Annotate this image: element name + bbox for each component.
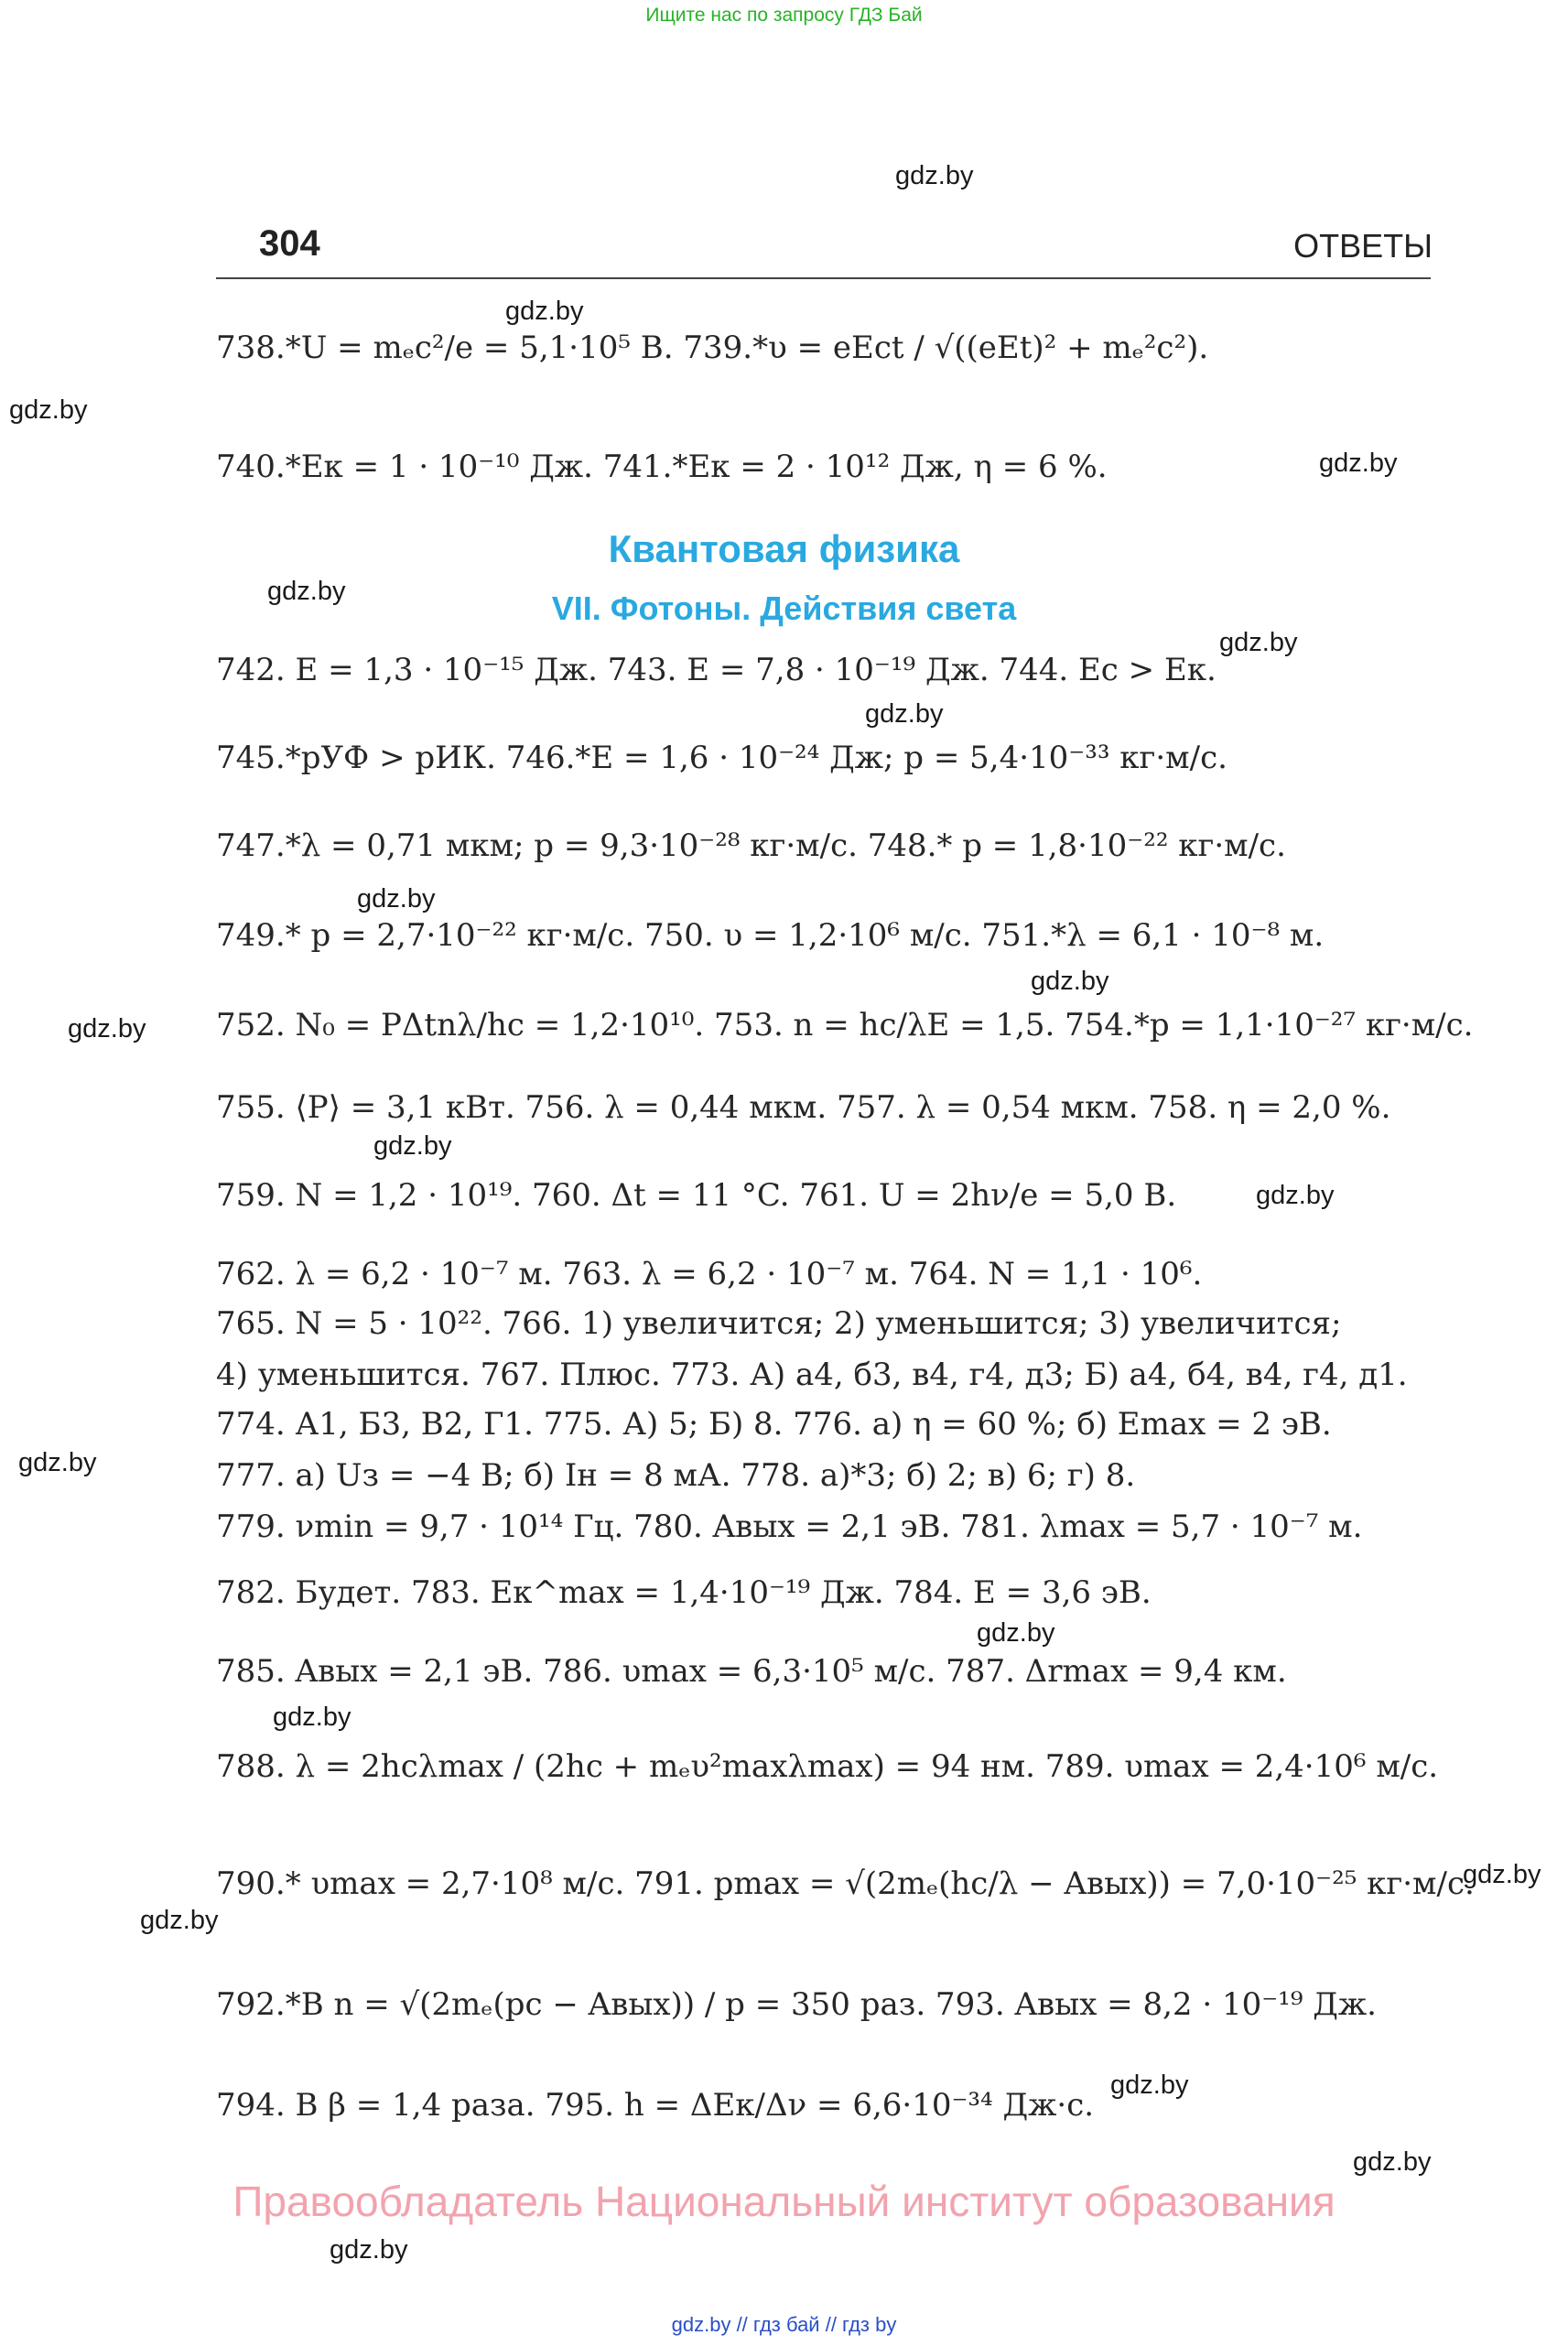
- answer-line: 762. λ = 6,2 · 10⁻⁷ м. 763. λ = 6,2 · 10⁻⁷ м. 764. N = 1,1 · 10⁶.: [216, 1256, 1203, 1292]
- answer-line: 785. Aвых = 2,1 эВ. 786. υmax = 6,3·10⁵ м/с. 787. Δrmax = 9,4 км.: [216, 1653, 1287, 1690]
- answer-line: 738.*U = mₑc²/e = 5,1·10⁵ В. 739.*υ = eEct / √((eEt)² + mₑ²c²).: [216, 330, 1209, 366]
- watermark: gdz.by: [9, 395, 88, 425]
- section-subtitle: VII. Фотоны. Действия света: [551, 589, 1017, 627]
- watermark: gdz.by: [1256, 1181, 1335, 1210]
- watermark: gdz.by: [1110, 2070, 1189, 2100]
- answer-line: 4) уменьшится. 767. Плюс. 773. А) а4, б3, в4, г4, д3; Б) а4, б4, в4, г4, д1.: [216, 1357, 1408, 1393]
- watermark: gdz.by: [1463, 1860, 1541, 1889]
- header-divider: [216, 277, 1431, 279]
- page-number: 304: [259, 223, 320, 264]
- answer-line: 747.*λ = 0,71 мкм; p = 9,3·10⁻²⁸ кг·м/с. 748.* p = 1,8·10⁻²² кг·м/с.: [216, 827, 1286, 864]
- answer-line: 752. N₀ = PΔtnλ/hc = 1,2·10¹⁰. 753. n = hc/λE = 1,5. 754.*p = 1,1·10⁻²⁷ кг·м/с.: [216, 1007, 1474, 1043]
- answer-line: 774. А1, Б3, В2, Г1. 775. А) 5; Б) 8. 776. а) η = 60 %; б) Emax = 2 эВ.: [216, 1406, 1332, 1443]
- footer-links[interactable]: gdz.by // гдз бай // гдз by: [671, 2313, 897, 2336]
- watermark: gdz.by: [330, 2235, 408, 2265]
- watermark: gdz.by: [865, 699, 944, 729]
- answer-line: 792.*В n = √(2mₑ(pc − Aвых)) / p = 350 раз. 793. Aвых = 8,2 · 10⁻¹⁹ Дж.: [216, 1986, 1377, 2023]
- watermark: gdz.by: [140, 1906, 219, 1935]
- watermark: gdz.by: [1319, 449, 1398, 478]
- answer-line: 759. N = 1,2 · 10¹⁹. 760. Δt = 11 °C. 761. U = 2hν/e = 5,0 В.: [216, 1177, 1177, 1214]
- answer-line: 782. Будет. 783. Eк^max = 1,4·10⁻¹⁹ Дж. 784. E = 3,6 эВ.: [216, 1574, 1152, 1611]
- answer-line: 755. ⟨P⟩ = 3,1 кВт. 756. λ = 0,44 мкм. 757. λ = 0,54 мкм. 758. η = 2,0 %.: [216, 1089, 1391, 1126]
- answer-line: 745.*pУФ > pИК. 746.*E = 1,6 · 10⁻²⁴ Дж; p = 5,4·10⁻³³ кг·м/с.: [216, 740, 1227, 776]
- answer-line: 790.* υmax = 2,7·10⁸ м/с. 791. pmax = √(2mₑ(hc/λ − Aвых)) = 7,0·10⁻²⁵ кг·м/с.: [216, 1865, 1475, 1902]
- answer-line: 779. νmin = 9,7 · 10¹⁴ Гц. 780. Aвых = 2,1 эВ. 781. λmax = 5,7 · 10⁻⁷ м.: [216, 1508, 1363, 1545]
- watermark: gdz.by: [1219, 628, 1298, 657]
- answer-line: 765. N = 5 · 10²². 766. 1) увеличится; 2) уменьшится; 3) увеличится;: [216, 1305, 1342, 1342]
- answer-line: 794. В β = 1,4 раза. 795. h = ΔEк/Δν = 6,6·10⁻³⁴ Дж·с.: [216, 2087, 1095, 2124]
- watermark: gdz.by: [68, 1014, 146, 1043]
- answer-line: 788. λ = 2hcλmax / (2hc + mₑυ²maxλmax) = 94 нм. 789. υmax = 2,4·10⁶ м/с.: [216, 1748, 1439, 1785]
- watermark: gdz.by: [273, 1703, 351, 1732]
- page-section-header: ОТВЕТЫ: [1293, 227, 1433, 265]
- watermark: gdz.by: [18, 1448, 97, 1477]
- answer-line: 740.*Eк = 1 · 10⁻¹⁰ Дж. 741.*Eк = 2 · 10¹² Дж, η = 6 %.: [216, 449, 1108, 485]
- watermark: gdz.by: [357, 884, 436, 914]
- answer-line: 742. E = 1,3 · 10⁻¹⁵ Дж. 743. E = 7,8 · 10⁻¹⁹ Дж. 744. Ec > Eк.: [216, 652, 1217, 688]
- top-banner[interactable]: Ищите нас по запросу ГДЗ Бай: [645, 5, 923, 26]
- watermark: gdz.by: [267, 577, 346, 606]
- copyright-notice: Правообладатель Национальный институт образования: [232, 2178, 1336, 2225]
- watermark: gdz.by: [373, 1131, 452, 1161]
- watermark: gdz.by: [895, 161, 974, 190]
- section-title: Квантовая физика: [608, 527, 960, 570]
- answer-line: 777. а) Uз = −4 В; б) Iн = 8 мА. 778. а)*3; б) 2; в) 6; г) 8.: [216, 1457, 1136, 1494]
- watermark: gdz.by: [977, 1618, 1055, 1648]
- answer-line: 749.* p = 2,7·10⁻²² кг·м/с. 750. υ = 1,2·10⁶ м/с. 751.*λ = 6,1 · 10⁻⁸ м.: [216, 917, 1325, 954]
- watermark: gdz.by: [1353, 2147, 1432, 2177]
- watermark: gdz.by: [505, 297, 584, 326]
- watermark: gdz.by: [1031, 967, 1109, 996]
